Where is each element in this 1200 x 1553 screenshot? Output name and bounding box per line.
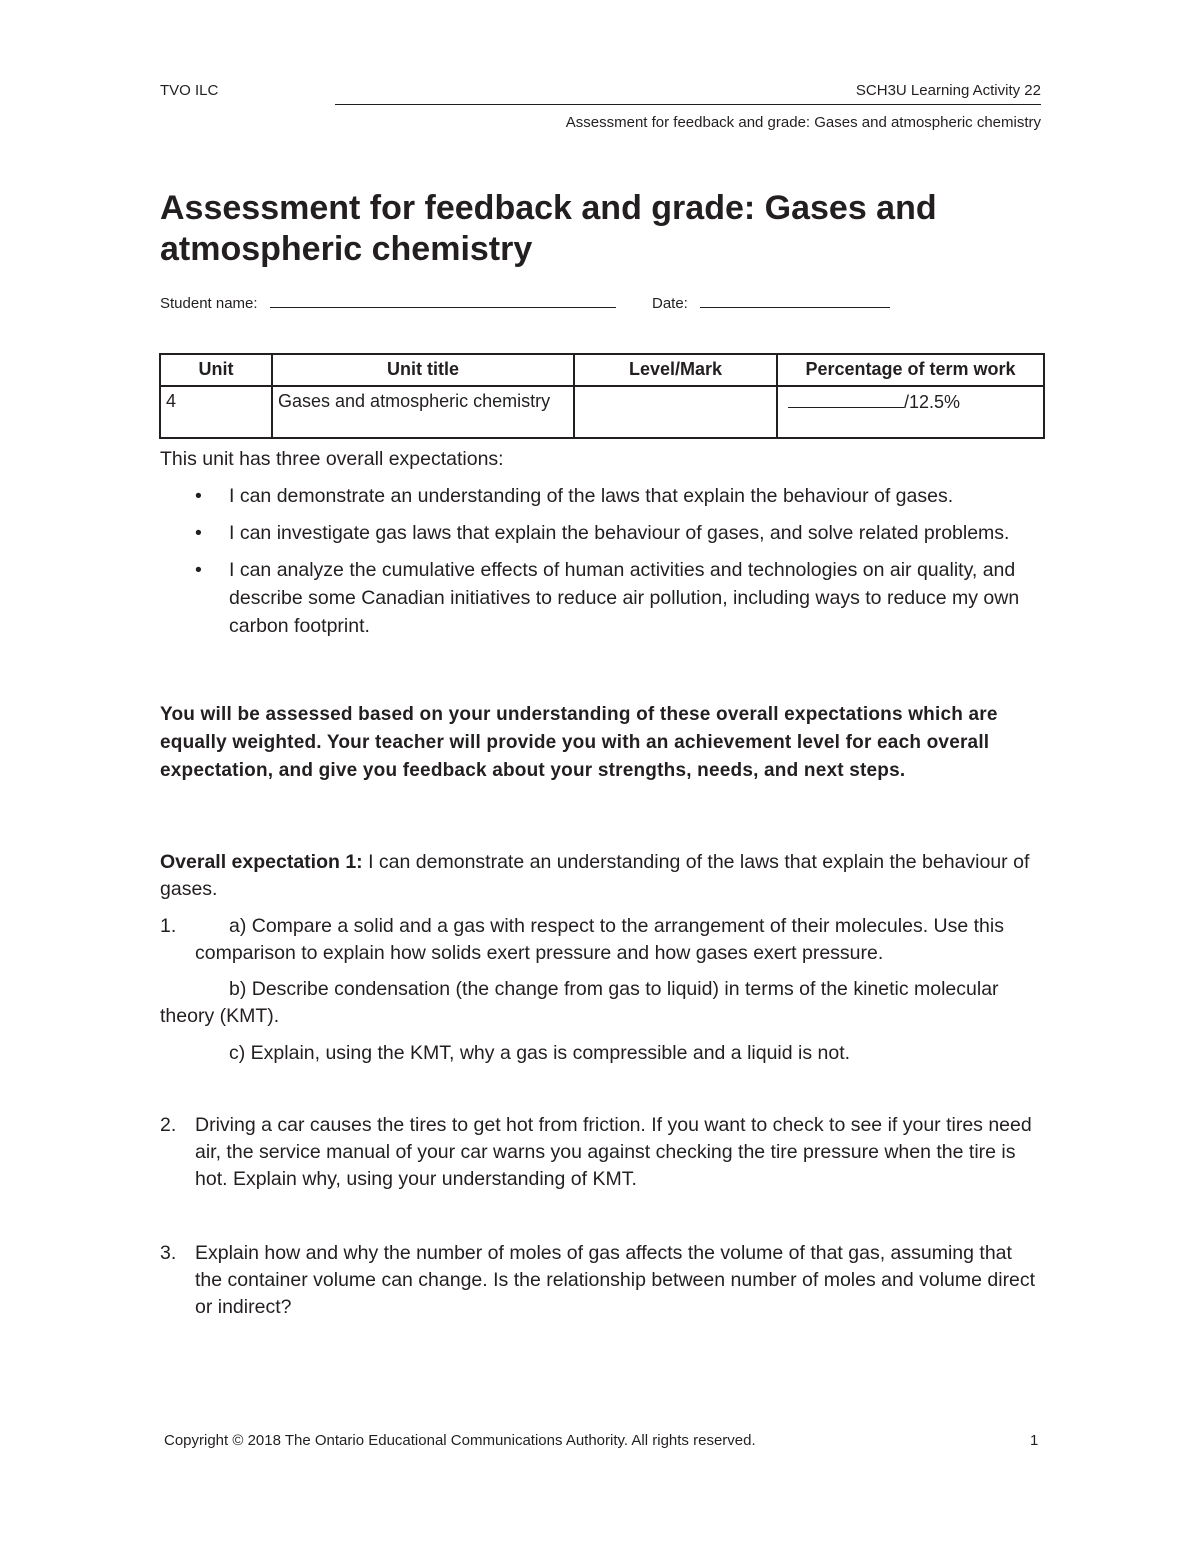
overall-expectation-1 — [160, 849, 1040, 903]
cell-unit-title: Gases and atmospheric chemistry — [272, 386, 574, 438]
list-item — [160, 556, 1040, 640]
page-number: 1 — [1030, 1432, 1039, 1449]
question-2-number: 2. — [160, 1114, 177, 1136]
header-level-mark: Level/Mark — [574, 354, 777, 386]
header-divider — [335, 104, 1041, 105]
expectation-text: I can investigate gas laws that explain the behaviour of gases, and solve related problems. — [229, 522, 1010, 544]
cell-percentage — [777, 386, 1044, 438]
header-subtitle: Assessment for feedback and grade: Gases and atmospheric chemistry — [565, 114, 1041, 131]
question-1-number: 1. — [160, 915, 177, 937]
percentage-value: /12.5% — [904, 392, 961, 412]
cell-level-mark[interactable] — [574, 386, 777, 438]
expectation-text: I can demonstrate an understanding of the laws that explain the behaviour of gases. — [229, 485, 954, 507]
expectation-text: I can analyze the cumulative effects of human activities and technologies on air quality, and describe some Canadian initiatives to reduce air pollution, including ways to reduce my own carbon footprint. — [229, 559, 1020, 637]
question-3-text: Explain how and why the number of moles of gas affects the volume of that gas, assuming that the container volume can change. Is the relationship between number of moles and volume direct or indirect? — [195, 1242, 1036, 1318]
table-row — [160, 386, 1044, 438]
header-course: SCH3U Learning Activity 22 — [855, 82, 1041, 99]
question-1b: b) Describe condensation (the change from gas to liquid) in terms of the kinetic molecular theory (KMT). — [160, 978, 999, 1027]
oe1-text: I can demonstrate an understanding of the laws that explain the behaviour of gases. — [160, 851, 1030, 900]
list-item — [160, 519, 1040, 547]
page-title: Assessment for feedback and grade: Gases and atmospheric chemistry — [160, 189, 937, 268]
header-percentage: Percentage of term work — [777, 354, 1044, 386]
question-3-number: 3. — [160, 1242, 177, 1264]
footer-copyright: Copyright © 2018 The Ontario Educational Communications Authority. All rights reserved. — [164, 1432, 756, 1449]
table-header-row — [160, 354, 1044, 386]
question-1c: c) Explain, using the KMT, why a gas is compressible and a liquid is not. — [229, 1042, 851, 1064]
question-1a: a) Compare a solid and a gas with respect to the arrangement of their molecules. Use this comparison to explain how solids exert pressure and how gases exert pressure. — [195, 915, 1004, 964]
date-field[interactable] — [700, 293, 890, 308]
expectations-list — [160, 482, 1040, 649]
header-unit: Unit — [160, 354, 272, 386]
percentage-blank[interactable] — [788, 389, 904, 408]
cell-unit: 4 — [160, 386, 272, 438]
student-name-field[interactable] — [270, 293, 616, 308]
header-unit-title: Unit title — [272, 354, 574, 386]
date-label: Date: — [652, 295, 688, 312]
date-row — [652, 293, 890, 312]
bullet-icon: • — [195, 485, 202, 507]
student-name-row — [160, 293, 616, 312]
student-name-label: Student name: — [160, 295, 258, 312]
intro-text: This unit has three overall expectations: — [160, 448, 504, 470]
bullet-icon: • — [195, 559, 202, 581]
assessment-note: You will be assessed based on your understanding of these overall expectations which are equally weighted. Your teacher will provide you with an achievement level for each overall expectation, and give you feedback about your strengths, needs, and next steps. — [160, 704, 998, 781]
bullet-icon: • — [195, 522, 202, 544]
header-org: TVO ILC — [160, 82, 219, 99]
question-2-text: Driving a car causes the tires to get hot from friction. If you want to check to see if your tires need air, the service manual of your car warns you against checking the tire pressure when the tire is hot. Explain why, using your understanding of KMT. — [195, 1114, 1032, 1190]
unit-table — [159, 353, 1045, 439]
oe1-label: Overall expectation 1: — [160, 851, 363, 873]
list-item — [160, 482, 1040, 510]
